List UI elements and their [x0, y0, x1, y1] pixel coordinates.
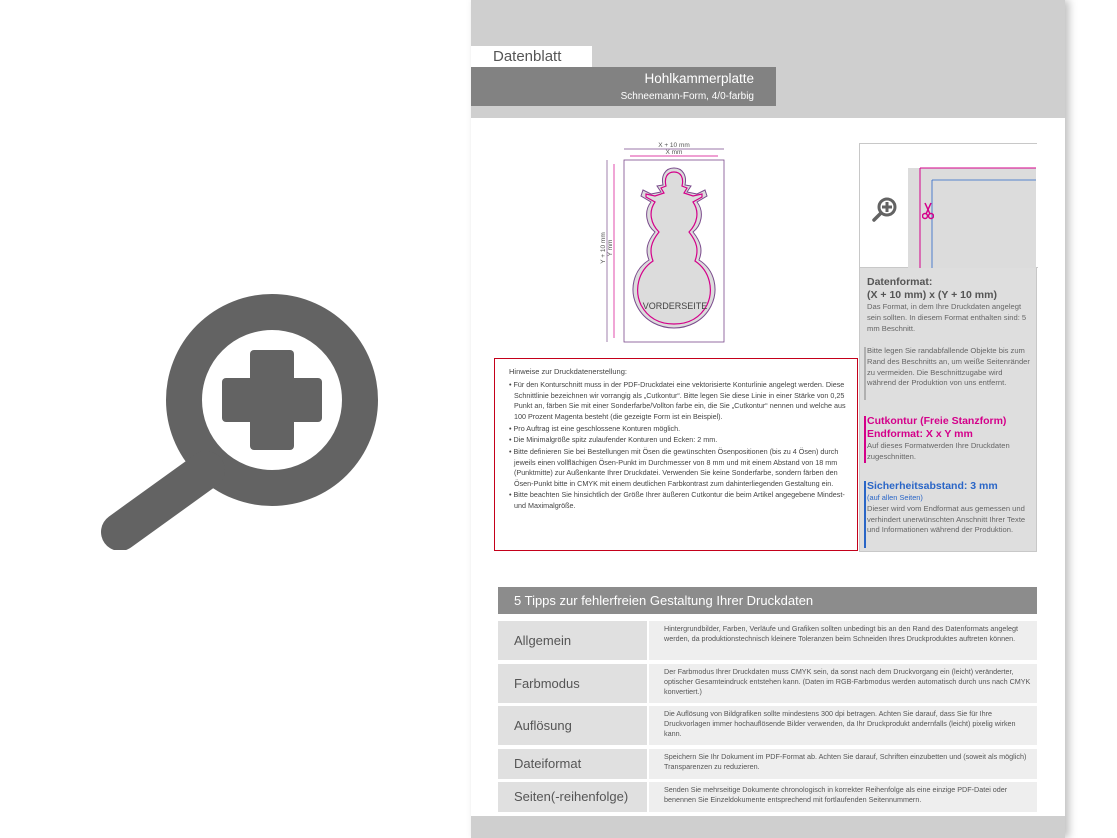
title-bar — [471, 67, 776, 106]
dim-height-inner: Y mm — [607, 239, 614, 257]
data-format-section — [867, 276, 1033, 334]
tip-label: Seiten(-reihenfolge) — [498, 782, 647, 812]
tip-text: Hintergrundbilder, Farben, Verläufe und Grafiken sollten unbedingt bis an den Rand des Datenformats angelegt werden, da produktionstechnisch kleinere Toleranzen beim Schneiden Ihres Druckproduktes auftreten können. — [649, 621, 1037, 660]
data-format-text: Das Format, in dem Ihre Druckdaten angelegt sein sollten. In diesem Format enthalten sind: 5 mm Beschnitt. — [867, 302, 1027, 333]
corner-preview — [860, 144, 1038, 268]
height-dimension — [599, 160, 621, 350]
tip-row — [498, 664, 1037, 703]
list-item: • Bitte beachten Sie hinsichtlich der Größe Ihrer äußeren Cutkontur die beim Artikel angegebene Mindest- und Maximalgröße. — [509, 490, 847, 511]
dim-height-outer: Y + 10 mm — [600, 232, 607, 264]
safe-marker — [864, 481, 866, 548]
tip-row — [498, 749, 1037, 779]
list-item: • Die Minimalgröße spitz zulaufender Konturen und Ecken: 2 mm. — [509, 435, 847, 445]
zoom-in-small-icon[interactable] — [872, 196, 898, 222]
tip-row — [498, 621, 1037, 660]
list-item: • Für den Konturschnitt muss in der PDF-Druckdatei eine vektorisierte Konturlinie angelegt werden. Diese Schnittlinie bezeichnen wir vorrangig als „Cutkontur“. Bitte legen Sie diese Linie in einer Stärke von 0,25 Punkt an, färben Sie mit einer Sonderfarbe/Vollton farbe ein, die Sie „Cutkontur“ nennen und welche aus 100 Prozent Magenta besteht (die gezeigte Form ist ein Beispiel). — [509, 380, 847, 422]
list-item: • Bitte definieren Sie bei Bestellungen mit Ösen die gewünschten Ösenpositionen (bis zu 4 Ösen) durch jeweils einen vollflächigen Ösen-Punkt im Durchmesser von 8 mm und mit einem Abstand von 18 mm (Punktmitte) zur Außenkante Ihrer Druckdatei. Verwenden Sie keine Sonderfarbe, sondern färben den Ösen-Punkt bitte in CMYK mit einem deutlichen Farbkontrast zum dahinterliegenden Gestaltung ein. — [509, 447, 847, 489]
cut-contour-section — [867, 415, 1033, 463]
tip-text: Speichern Sie Ihr Dokument im PDF-Format ab. Achten Sie darauf, Schriften einzubetten und (soweit als möglich) Transparenzen zu reduzieren. — [649, 749, 1037, 779]
scissors-icon — [922, 202, 934, 220]
page-footer-band — [471, 816, 1065, 838]
cut-marker — [864, 416, 866, 463]
datasheet-tab: Datenblatt — [471, 46, 592, 68]
safety-margin-title: Sicherheitsabstand: 3 mm — [867, 480, 998, 492]
tip-row — [498, 706, 1037, 745]
print-notes-box — [494, 358, 858, 551]
bleed-text: Bitte legen Sie randabfallende Objekte bis zum Rand des Beschnitts an, um weiße Seitenränder zu vermeiden. Die Beschnittzugabe wird während der Produktion von uns entfernt. — [867, 346, 1030, 388]
zoom-in-icon[interactable] — [98, 288, 388, 550]
tip-text: Der Farbmodus Ihrer Druckdaten muss CMYK sein, da sonst nach dem Druckvorgang ein (leicht) veränderter, optischer Gesamteindruck entstehen kann. (Daten im RGB-Farbmodus werden automatisch durch uns nach CMYK konvertiert.) — [649, 664, 1037, 703]
tip-label: Dateiformat — [498, 749, 647, 779]
bleed-section — [867, 346, 1033, 389]
page-subtitle: Schneemann-Form, 4/0-farbig — [620, 91, 754, 102]
cut-contour-value: Endformat: X x Y mm — [867, 428, 973, 440]
tip-text: Senden Sie mehrseitige Dokumente chronologisch in korrekter Reihenfolge als eine einzige PDF-Datei oder benennen Sie Einzeldokumente entsprechend mit fortlaufenden Seitennummern. — [649, 782, 1037, 812]
safety-margin-sub: (auf allen Seiten) — [867, 493, 923, 502]
tip-label: Allgemein — [498, 621, 647, 660]
cut-contour-title: Cutkontur (Freie Stanzform) — [867, 415, 1007, 427]
format-legend-panel — [859, 143, 1037, 552]
tip-label: Auflösung — [498, 706, 647, 745]
tip-text: Die Auflösung von Bildgrafiken sollte mindestens 300 dpi betragen. Achten Sie darauf, dass Sie für Ihre Druckvorlagen immer hochauflösende Bilder verwenden, da Ihr Druckprodukt andernfalls (leicht) pixelig wirken kann. — [649, 706, 1037, 745]
datasheet-page — [471, 0, 1065, 838]
page-title: Hohlkammerplatte — [644, 71, 754, 86]
data-format-title: Datenformat: — [867, 276, 933, 288]
safety-margin-section — [867, 480, 1033, 536]
tip-row — [498, 782, 1037, 812]
safety-margin-text: Dieser wird vom Endformat aus gemessen und verhindert unerwünschten Anschnitt Ihrer Texte und Informationen während der Produktion. — [867, 503, 1026, 535]
tip-label: Farbmodus — [498, 664, 647, 703]
dim-width-outer: X + 10 mm — [658, 142, 690, 149]
tips-title: 5 Tipps zur fehlerfreien Gestaltung Ihrer Druckdaten — [498, 587, 1037, 614]
notes-title: Hinweise zur Druckdatenerstellung: — [509, 367, 627, 376]
dim-width-inner: X mm — [665, 149, 683, 156]
list-item: • Pro Auftrag ist eine geschlossene Konturen möglich. — [509, 424, 847, 434]
cut-contour-text: Auf dieses Formatwerden Ihre Druckdaten zugeschnitten. — [867, 441, 1010, 461]
bleed-marker — [864, 347, 866, 400]
data-format-value: (X + 10 mm) x (Y + 10 mm) — [867, 289, 997, 301]
notes-list — [509, 380, 847, 511]
front-side-label: VORDERSEITE — [642, 301, 708, 311]
